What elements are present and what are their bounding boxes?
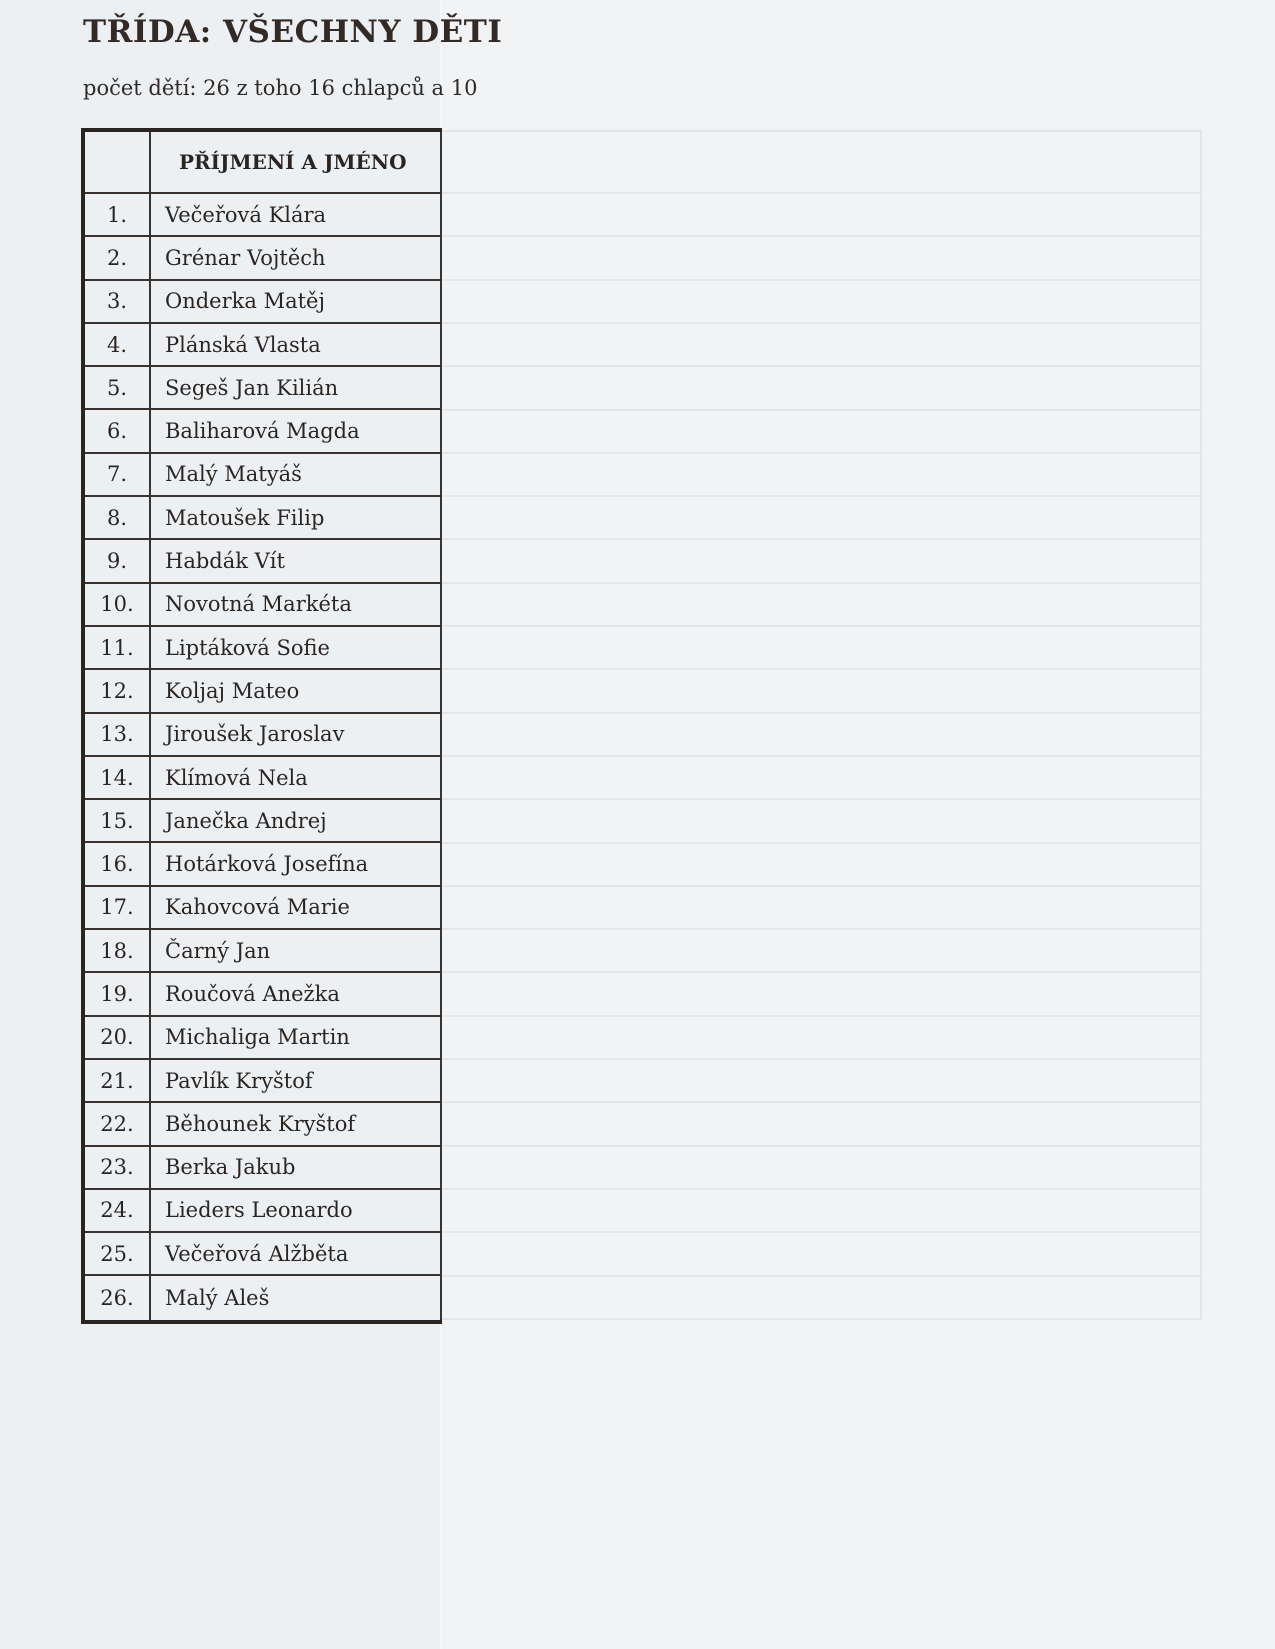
table-header-row [85, 132, 442, 194]
child-name: Čarný Jan [151, 930, 442, 971]
row-number: 8. [85, 497, 151, 538]
child-name: Malý Aleš [151, 1276, 442, 1319]
table-row [85, 367, 442, 410]
child-name: Pavlík Kryštof [151, 1060, 442, 1101]
faded-grid-line [442, 235, 1202, 237]
faded-grid-line [442, 538, 1202, 540]
row-number: 4. [85, 324, 151, 365]
faded-grid-line [442, 279, 1202, 281]
faded-grid-line [442, 712, 1202, 714]
child-name: Kahovcová Marie [151, 887, 442, 928]
row-number: 17. [85, 887, 151, 928]
table-row [85, 1103, 442, 1146]
row-number: 21. [85, 1060, 151, 1101]
table-row [85, 757, 442, 800]
child-name: Baliharová Magda [151, 410, 442, 451]
table-row [85, 194, 442, 237]
row-number: 7. [85, 454, 151, 495]
table-row [85, 1190, 442, 1233]
faded-grid-line [442, 668, 1202, 670]
table-row [85, 454, 442, 497]
faded-grid-line [442, 365, 1202, 367]
table-row [85, 1276, 442, 1319]
table-row [85, 843, 442, 886]
child-name: Večeřová Klára [151, 194, 442, 235]
number-column-header [85, 132, 151, 192]
row-number: 14. [85, 757, 151, 798]
child-name: Matoušek Filip [151, 497, 442, 538]
faded-grid-line [442, 798, 1202, 800]
row-number: 18. [85, 930, 151, 971]
faded-grid-line [442, 1318, 1202, 1320]
table-body [85, 194, 442, 1320]
page-title: TŘÍDA: VŠECHNY DĚTI [83, 14, 503, 50]
table-row [85, 800, 442, 843]
faded-grid-line [442, 582, 1202, 584]
children-count: počet dětí: 26 z toho 16 chlapců a 10 [83, 76, 478, 100]
child-name: Malý Matyáš [151, 454, 442, 495]
child-name: Běhounek Kryštof [151, 1103, 442, 1144]
table-row [85, 930, 442, 973]
child-name: Berka Jakub [151, 1147, 442, 1188]
child-name: Novotná Markéta [151, 584, 442, 625]
row-number: 2. [85, 237, 151, 278]
table-row [85, 1147, 442, 1190]
table-row [85, 1060, 442, 1103]
child-name: Plánská Vlasta [151, 324, 442, 365]
faded-grid-line [442, 755, 1202, 757]
table-row [85, 1233, 442, 1276]
row-number: 6. [85, 410, 151, 451]
row-number: 22. [85, 1103, 151, 1144]
table-row [85, 714, 442, 757]
row-number: 25. [85, 1233, 151, 1274]
faded-grid-line [442, 322, 1202, 324]
faded-grid-line [442, 1188, 1202, 1190]
faded-grid-line [442, 885, 1202, 887]
child-name: Hotárková Josefína [151, 843, 442, 884]
child-name: Koljaj Mateo [151, 670, 442, 711]
children-table [81, 128, 442, 1324]
child-name: Liptáková Sofie [151, 627, 442, 668]
row-number: 26. [85, 1276, 151, 1319]
faded-grid-line [442, 971, 1202, 973]
faded-grid-line [442, 842, 1202, 844]
table-row [85, 584, 442, 627]
child-name: Jiroušek Jaroslav [151, 714, 442, 755]
table-row [85, 281, 442, 324]
row-number: 19. [85, 973, 151, 1014]
child-name: Roučová Anežka [151, 973, 442, 1014]
row-number: 5. [85, 367, 151, 408]
child-name: Michaliga Martin [151, 1017, 442, 1058]
table-row [85, 540, 442, 583]
row-number: 24. [85, 1190, 151, 1231]
row-number: 11. [85, 627, 151, 668]
child-name: Grénar Vojtěch [151, 237, 442, 278]
faded-grid-line [442, 1015, 1202, 1017]
faded-grid-line [442, 192, 1202, 194]
faded-grid-line [442, 625, 1202, 627]
child-name: Večeřová Alžběta [151, 1233, 442, 1274]
table-row [85, 973, 442, 1016]
row-number: 13. [85, 714, 151, 755]
child-name: Lieders Leonardo [151, 1190, 442, 1231]
child-name: Onderka Matěj [151, 281, 442, 322]
faded-date-table [442, 130, 1202, 1320]
table-row [85, 410, 442, 453]
faded-grid-line [442, 1231, 1202, 1233]
row-number: 1. [85, 194, 151, 235]
row-number: 10. [85, 584, 151, 625]
table-row [85, 324, 442, 367]
row-number: 3. [85, 281, 151, 322]
child-name: Janečka Andrej [151, 800, 442, 841]
faded-grid-line [442, 452, 1202, 454]
row-number: 15. [85, 800, 151, 841]
faded-grid-line [442, 1101, 1202, 1103]
row-number: 16. [85, 843, 151, 884]
table-row [85, 887, 442, 930]
row-number: 20. [85, 1017, 151, 1058]
child-name: Habdák Vít [151, 540, 442, 581]
faded-grid-line [442, 1058, 1202, 1060]
table-row [85, 627, 442, 670]
table-row [85, 497, 442, 540]
child-name: Segeš Jan Kilián [151, 367, 442, 408]
child-name: Klímová Nela [151, 757, 442, 798]
name-column-header: PŘÍJMENÍ A JMÉNO [151, 132, 442, 192]
faded-grid-line [442, 409, 1202, 411]
row-number: 12. [85, 670, 151, 711]
faded-grid-line [442, 1145, 1202, 1147]
table-row [85, 1017, 442, 1060]
table-row [85, 670, 442, 713]
faded-grid-line [442, 928, 1202, 930]
table-row [85, 237, 442, 280]
faded-grid-line [442, 1275, 1202, 1277]
faded-grid-line [442, 495, 1202, 497]
row-number: 9. [85, 540, 151, 581]
row-number: 23. [85, 1147, 151, 1188]
